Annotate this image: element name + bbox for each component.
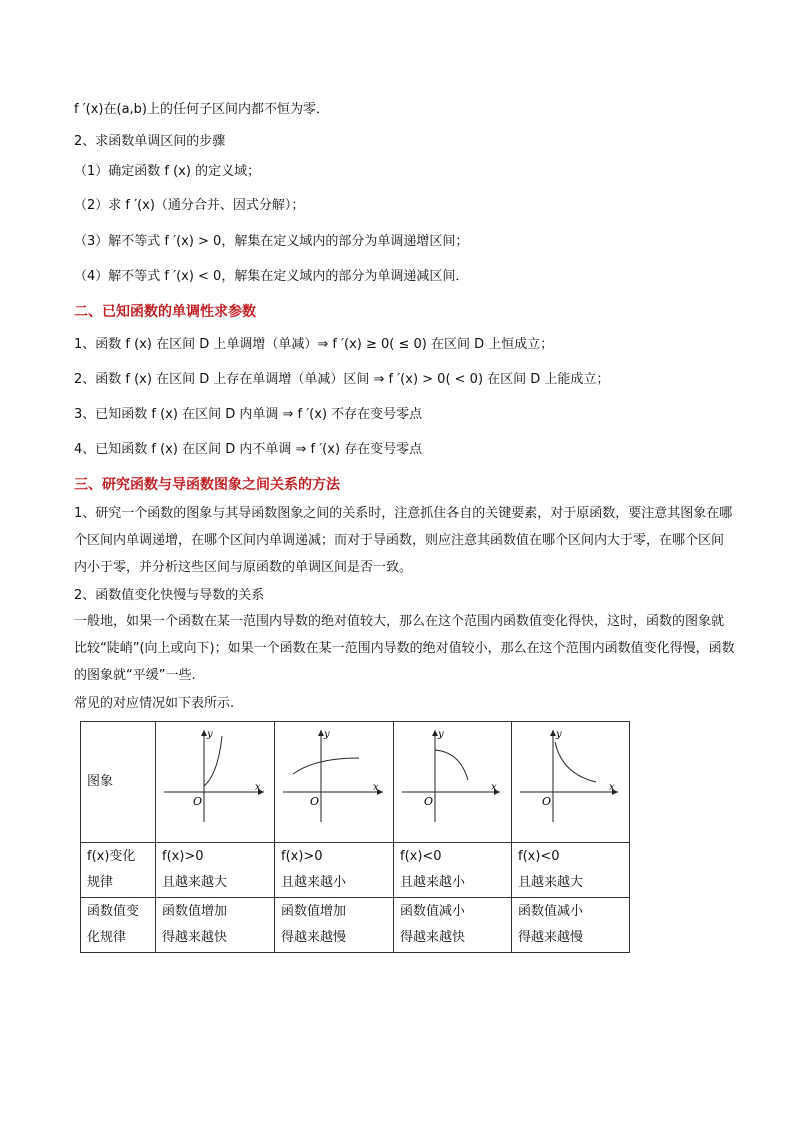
row-label-value (81, 898, 156, 953)
sign-3: f(x)<0 (400, 849, 442, 864)
sign-cell-4 (512, 843, 630, 898)
section-heading-2 (74, 303, 734, 321)
x-axis-label: x (373, 782, 379, 793)
graph-increasing-concave-up (156, 722, 274, 832)
step-1 (74, 163, 734, 181)
value-3a: 函数值减小 (400, 904, 466, 919)
rule-1 (74, 336, 734, 354)
rule-4 (74, 441, 734, 459)
y-axis-label: y (324, 729, 330, 740)
value-cell-2 (275, 898, 394, 953)
step-2-text: （2）求 f ′(x)（通分合并、因式分解）； (74, 198, 305, 213)
paragraph-1: 1、研究一个函数的图象与其导函数图象之间的关系时，注意抓住各自的关键要素，对于原函数，要注意其图象在哪个区间内单调递增，在哪个区间内单调递减；而对于导函数，则应注意其函数值在哪个区间内大于零，在哪个区间内小于零，并分析这些区间与原函数的单调区间是否一致。 (74, 506, 733, 575)
rule-2 (74, 371, 734, 389)
trend-2: 且越来越小 (281, 875, 347, 890)
origin-label: O (542, 795, 552, 808)
correspondence-table (80, 721, 630, 953)
graph-increasing-concave-down (275, 722, 393, 832)
paragraph-2-text: 2、函数值变化快慢与导数的关系 (74, 588, 265, 603)
row-label-sign-a: f(x)变化 (87, 849, 136, 864)
rule-3-text: 3、已知函数 f (x) 在区间 D 内单调 ⇒ f ′(x) 不存在变号零点 (74, 407, 423, 422)
origin-label: O (193, 795, 203, 808)
sign-cell-1 (156, 843, 275, 898)
table-row-sign (81, 843, 630, 898)
x-axis-label: x (609, 782, 615, 793)
rule-3 (74, 406, 734, 424)
value-2b: 得越来越慢 (281, 930, 347, 945)
paragraph-4 (74, 695, 734, 713)
text-line-2 (74, 133, 734, 151)
paragraph-2 (74, 587, 734, 605)
sign-2: f(x)>0 (281, 849, 323, 864)
origin-label: O (424, 795, 434, 808)
row-label-sign (81, 843, 156, 898)
sign-cell-2 (275, 843, 394, 898)
rule-4-text: 4、已知函数 f (x) 在区间 D 内不单调 ⇒ f ′(x) 存在变号零点 (74, 442, 423, 457)
line-2-text: 2、求函数单调区间的步骤 (74, 134, 226, 149)
value-3b: 得越来越快 (400, 930, 466, 945)
origin-label: O (310, 795, 320, 808)
table-row-graph (81, 722, 630, 843)
section-heading-2-text: 二、已知函数的单调性求参数 (74, 304, 256, 320)
graph-cell-4 (512, 722, 630, 843)
value-cell-4 (512, 898, 630, 953)
text-line-1 (74, 101, 734, 119)
x-axis-label: x (491, 782, 497, 793)
value-4a: 函数值减小 (518, 904, 584, 919)
step-3 (74, 233, 734, 251)
value-4b: 得越来越慢 (518, 930, 584, 945)
table-row-value (81, 898, 630, 953)
step-4-text: （4）解不等式 f ′(x) < 0，解集在定义域内的部分为单调递减区间． (74, 269, 469, 284)
value-1b: 得越来越快 (162, 930, 228, 945)
trend-4: 且越来越大 (518, 875, 584, 890)
value-cell-1 (156, 898, 275, 953)
graph-cell-3 (394, 722, 512, 843)
row-label-value-a: 函数值变 (87, 904, 140, 919)
row-label-value-b: 化规律 (87, 930, 127, 945)
sign-4: f(x)<0 (518, 849, 560, 864)
row-label-sign-b: 规律 (87, 875, 114, 890)
value-cell-3 (394, 898, 512, 953)
sign-1: f(x)>0 (162, 849, 204, 864)
graph-decreasing-concave-down (394, 722, 511, 832)
y-axis-label: y (556, 729, 562, 740)
step-1-text: （1）确定函数 f (x) 的定义域； (74, 164, 261, 179)
rule-2-text: 2、函数 f (x) 在区间 D 上存在单调增（单减）区间 ⇒ f ′(x) > 0( < 0) 在区间 D 上能成立； (74, 372, 610, 387)
paragraph-4-text: 常见的对应情况如下表所示. (74, 696, 235, 711)
graph-cell-2 (275, 722, 394, 843)
paragraph-3: 一般地，如果一个函数在某一范围内导数的绝对值较大，那么在这个范围内函数值变化得快，这时，函数的图象就比较“陡峭”(向上或向下)；如果一个函数在某一范围内导数的绝对值较小，那么在这个范围内函数值变化得慢，函数的图象就“平缓”一些. (74, 614, 735, 683)
line-1-text: f ′(x)在(a,b)上的任何子区间内都不恒为零． (74, 102, 329, 117)
value-1a: 函数值增加 (162, 904, 228, 919)
x-axis-label: x (255, 782, 261, 793)
trend-1: 且越来越大 (162, 875, 228, 890)
section-heading-3 (74, 476, 734, 494)
step-4 (74, 268, 734, 286)
row-label-graph: 图象 (81, 722, 156, 843)
y-axis-label: y (207, 729, 213, 740)
step-3-text: （3）解不等式 f ′(x) > 0，解集在定义域内的部分为单调递增区间； (74, 234, 469, 249)
sign-cell-3 (394, 843, 512, 898)
section-heading-3-text: 三、研究函数与导函数图象之间关系的方法 (74, 477, 340, 493)
step-2 (74, 197, 734, 215)
value-2a: 函数值增加 (281, 904, 347, 919)
trend-3: 且越来越小 (400, 875, 466, 890)
graph-cell-1 (156, 722, 275, 843)
graph-decreasing-concave-up (512, 722, 629, 832)
rule-1-text: 1、函数 f (x) 在区间 D 上单调增（单减）⇒ f ′(x) ≥ 0( ≤ 0) 在区间 D 上恒成立； (74, 337, 554, 352)
y-axis-label: y (438, 729, 444, 740)
